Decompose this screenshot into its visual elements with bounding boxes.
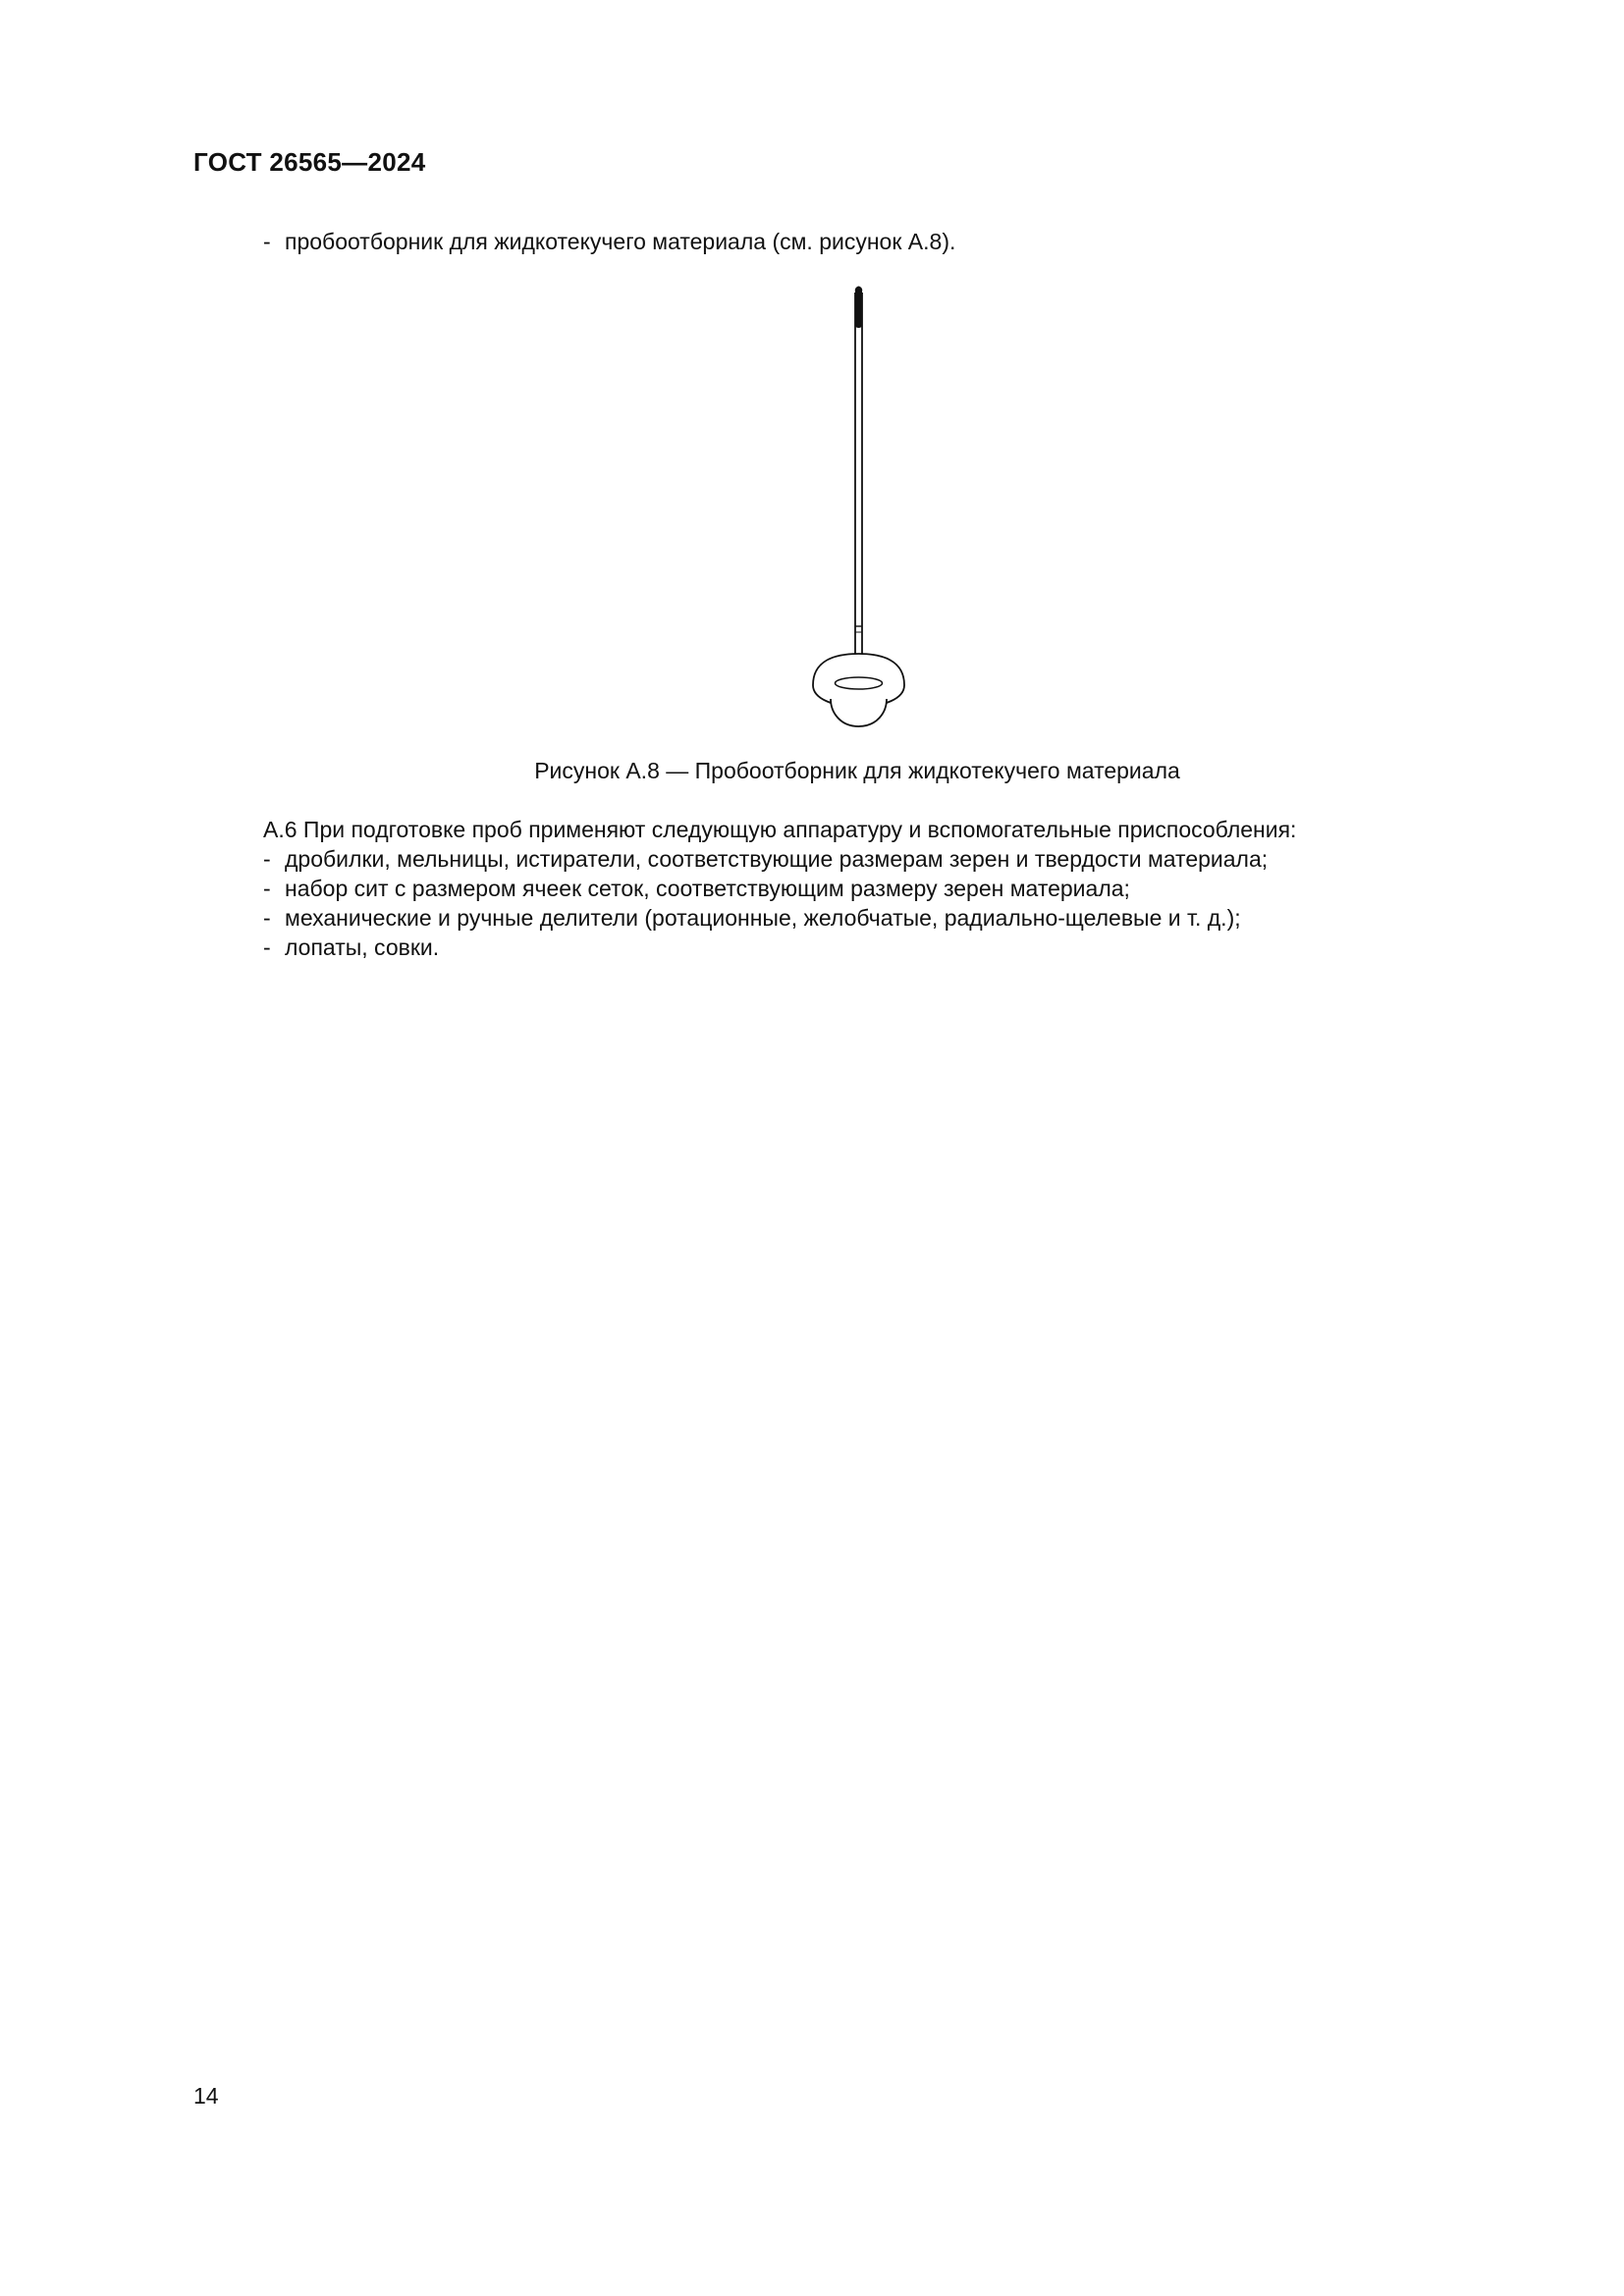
intro-list-item (263, 227, 955, 256)
figure-caption: Рисунок А.8 — Пробоотборник для жидкотекучего материала (534, 758, 1180, 783)
list-dash: - (263, 905, 271, 931)
equipment-list (263, 844, 1296, 962)
intro-item-text: пробоотборник для жидкотекучего материала (см. рисунок А.8). (285, 229, 956, 254)
list-dash: - (263, 934, 271, 960)
standard-header: ГОСТ 26565—2024 (193, 147, 426, 177)
list-item-text: механические и ручные делители (ротационные, желобчатые, радиально-щелевые и т. д.); (285, 905, 1241, 931)
liquid-sampler-icon (805, 283, 913, 734)
list-dash: - (263, 229, 271, 254)
list-item-text: дробилки, мельницы, истиратели, соответствующие размерам зерен и твердости материала; (285, 846, 1269, 872)
list-item-text: лопаты, совки. (285, 934, 440, 960)
list-item (263, 933, 1296, 962)
list-item (263, 844, 1296, 874)
list-item (263, 903, 1296, 933)
section-a6 (263, 815, 1296, 962)
figure-a8 (805, 283, 913, 734)
list-item-text: набор сит с размером ячеек сеток, соответствующим размеру зерен материала; (285, 876, 1130, 901)
page-number: 14 (193, 2083, 219, 2109)
list-item (263, 874, 1296, 903)
list-dash: - (263, 846, 271, 872)
list-dash: - (263, 876, 271, 901)
section-paragraph: А.6 При подготовке проб применяют следующую аппаратуру и вспомогательные приспособления: (263, 817, 1297, 842)
